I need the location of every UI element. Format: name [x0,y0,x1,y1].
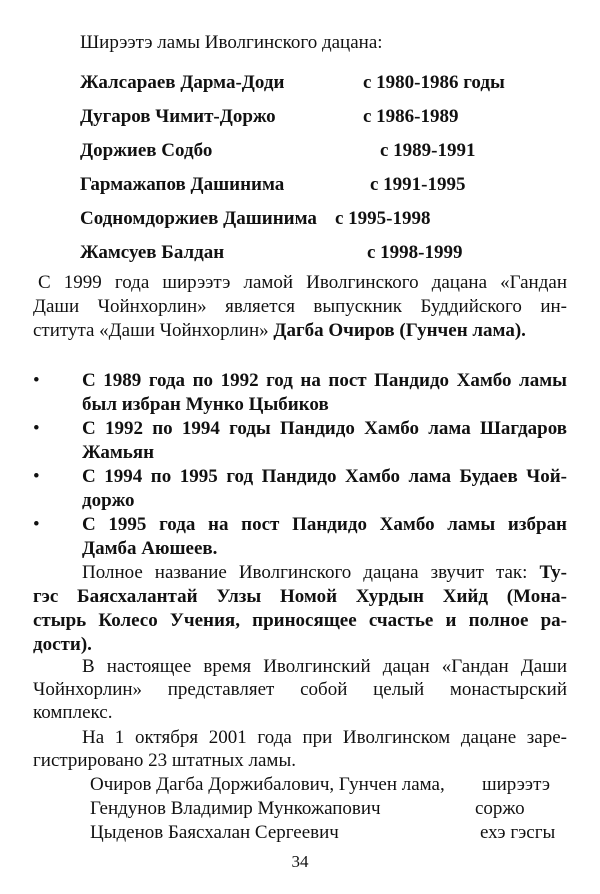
staff-row [90,798,560,820]
lama-name: Доржиев Содбо [80,140,213,161]
lama-row [80,242,500,264]
lama-name: Гармажапов Дашинима [80,174,285,195]
staff-name: Гендунов Владимир Мункожапович [90,798,381,819]
lama-name: Жалсараев Дарма-Доди [80,72,285,93]
paragraph-line: комплекс. [33,702,113,723]
text: Полное название Иволгинского дацана звучит так: [82,562,528,583]
lama-years: с 1989-1991 [380,140,476,161]
paragraph-line: Чойнхорлин» представляет собой целый монастырский [33,679,567,700]
staff-name: Очиров Дагба Доржибалович, Гунчен лама, [90,774,445,795]
lama-row [80,72,505,94]
bullet-line: Дамба Аюшеев. [82,538,218,559]
bullet-line: Жамьян [82,442,155,463]
staff-role: ширээтэ [482,774,551,795]
lama-years: с 1998-1999 [367,242,463,263]
bullet-line: был избран Мунко Цыбиков [82,394,329,415]
bold-text: Дагба Очиров (Гунчен лама). [273,320,526,341]
bullet-line: С 1994 по 1995 год Пандидо Хамбо лама Будаев Чой- [82,466,567,487]
staff-name: Цыденов Баясхалан Сергеевич [90,822,339,843]
bullet-line: доржо [82,490,135,511]
staff-row [90,822,560,844]
lama-row [80,174,500,196]
paragraph-line: На 1 октября 2001 года при Иволгинском дацане заре- [82,727,567,748]
paragraph-line: С 1999 года ширээтэ ламой Иволгинского дацана «Гандан [38,272,567,293]
staff-role: ехэ гэсгы [480,822,556,843]
staff-role: соржо [475,798,525,819]
page-number: 34 [291,852,309,871]
paragraph-line: дости). [33,634,92,655]
paragraph-line: гистрировано 23 штатных ламы. [33,750,296,771]
paragraph-line [82,562,567,584]
lama-name: Содномдоржиев Дашинима [80,208,317,229]
lama-row [80,106,500,128]
bullet-line: С 1995 года на пост Пандидо Хамбо ламы избран [82,514,567,535]
paragraph-line: Даши Чойнхорлин» является выпускник Буддийского ин- [33,296,567,317]
paragraph-line: гэс Баясхалантай Улзы Номой Хурдын Хийд (Мона- [33,586,567,607]
bold-text: Ту- [539,562,568,583]
lama-name: Дугаров Чимит-Доржо [80,106,276,127]
staff-row [90,774,560,796]
paragraph-line [33,320,567,342]
bullet-icon: • [33,466,40,487]
bullet-icon: • [33,370,40,391]
lama-name: Жамсуев Балдан [80,242,225,263]
bullet-icon: • [33,418,40,439]
paragraph-line: стырь Колесо Учения, приносящее счастье и полное ра- [33,610,567,631]
lama-years: с 1995-1998 [335,208,431,229]
bullet-line: С 1989 года по 1992 год на пост Пандидо Хамбо ламы [82,370,567,391]
lama-years: с 1986-1989 [363,106,459,127]
lama-years: с 1980-1986 годы [363,72,505,93]
lama-row [80,208,500,230]
heading: Ширээтэ ламы Иволгинского дацана: [80,32,383,53]
paragraph-line: В настоящее время Иволгинский дацан «Гандан Даши [82,656,567,677]
lama-years: с 1991-1995 [370,174,466,195]
lama-row [80,140,500,162]
text: ститута «Даши Чойнхорлин» [33,320,269,341]
bullet-line: С 1992 по 1994 годы Пандидо Хамбо лама Шагдаров [82,418,567,439]
bullet-icon: • [33,514,40,535]
